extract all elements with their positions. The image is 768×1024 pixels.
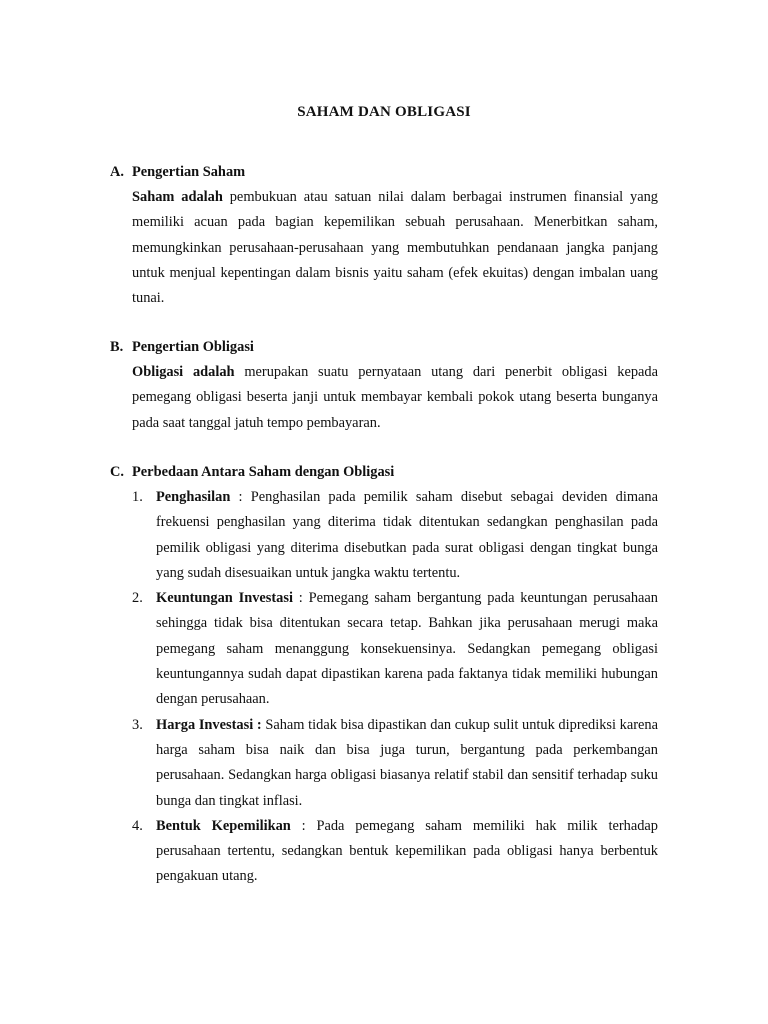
section-paragraph bbox=[132, 185, 658, 311]
section-heading-text: Pengertian Obligasi bbox=[132, 339, 254, 355]
list-item-label: Harga Investasi : bbox=[156, 716, 262, 733]
section-perbedaan bbox=[110, 460, 658, 890]
section-letter: C. bbox=[110, 464, 124, 480]
list-item-number: 2. bbox=[132, 590, 143, 607]
section-letter: B. bbox=[110, 339, 124, 355]
list-item-text: : Penghasilan pada pemilik saham disebut sebagai deviden dimana frekuensi penghasilan yang diterima tidak ditentukan sedangkan penghasilan pada pemilik obligasi yang diterima disebutkan pada surat obligasi dengan tingkat bunga yang sudah disesuaikan untuk jangka waktu tertentu. bbox=[156, 489, 658, 581]
paragraph-text: merupakan suatu pernyataan utang dari penerbit obligasi kepada pemegang obligasi beserta janji untuk membayar kembali pokok utang beserta bunganya pada saat tanggal jatuh tempo pembayaran. bbox=[132, 364, 658, 431]
paragraph-lead-term: Obligasi adalah bbox=[132, 364, 235, 380]
comparison-list bbox=[110, 485, 658, 890]
list-item-number: 1. bbox=[132, 489, 143, 505]
section-heading-text: Perbedaan Antara Saham dengan Obligasi bbox=[132, 464, 395, 480]
paragraph-text: pembukuan atau satuan nilai dalam berbagai instrumen finansial yang memiliki acuan pada bagian kepemilikan sebuah perusahaan. Menerbitkan saham, memungkinkan perusahaan-perusahaan yang membutuhkan pendanaan jangka panjang untuk menjual kepentingan dalam bisnis yaitu saham (efek ekuitas) dengan imbalan uang tunai. bbox=[132, 189, 658, 307]
section-paragraph bbox=[132, 360, 658, 436]
section-pengertian-saham bbox=[110, 160, 658, 311]
list-item bbox=[110, 814, 658, 890]
list-item-number: 4. bbox=[132, 817, 143, 834]
list-item bbox=[110, 485, 658, 586]
list-item-label: Keuntungan Investasi bbox=[156, 590, 293, 607]
list-item-text: Saham tidak bisa dipastikan dan cukup sulit untuk diprediksi karena harga saham bisa naik dan bisa juga turun, bergantung pada perkembangan perusahaan. Sedangkan harga obligasi biasanya relatif stabil dan sensitif terhadap suku bunga dan tingkat inflasi. bbox=[156, 716, 659, 809]
section-heading-text: Pengertian Saham bbox=[132, 164, 246, 180]
list-item bbox=[110, 713, 658, 814]
section-heading bbox=[110, 335, 658, 360]
paragraph-lead-term: Saham adalah bbox=[132, 189, 223, 205]
list-item bbox=[110, 586, 658, 712]
section-heading bbox=[110, 460, 658, 485]
list-item-label: Bentuk Kepemilikan bbox=[156, 817, 291, 834]
list-item-label: Penghasilan bbox=[156, 489, 231, 505]
list-item-text: : Pemegang saham bergantung pada keuntungan perusahaan sehingga tidak bisa ditentukan secara tetap. Bahkan jika perusahaan merugi maka pemegang saham menanggung konsekuensinya. Sedangkan pemegang obligasi keuntungannya sudah dapat dipastikan karena pada faktanya tidak memiliki hubungan dengan perusahaan. bbox=[156, 590, 658, 708]
list-item-text: : Pada pemegang saham memiliki hak milik terhadap perusahaan tertentu, sedangkan bentuk kepemilikan pada obligasi hanya berbentuk pengakuan utang. bbox=[156, 817, 658, 885]
section-pengertian-obligasi bbox=[110, 335, 658, 436]
section-letter: A. bbox=[110, 164, 124, 180]
section-heading bbox=[110, 160, 658, 185]
list-item-number: 3. bbox=[132, 716, 143, 733]
document-title: SAHAM DAN OBLIGASI bbox=[297, 104, 471, 120]
